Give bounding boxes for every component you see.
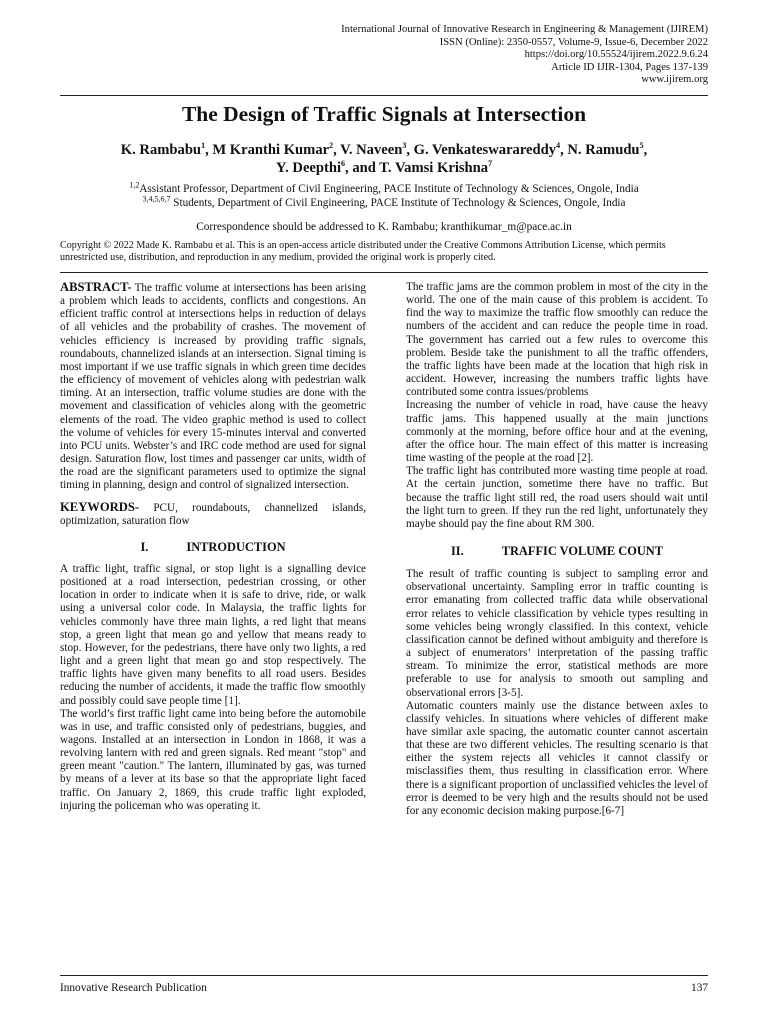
abstract-label: ABSTRACT- bbox=[60, 280, 132, 294]
author-name: G. Venkateswarareddy bbox=[413, 142, 557, 158]
affiliation-2 bbox=[60, 194, 708, 210]
affiliation-sup: 1,2 bbox=[129, 180, 140, 190]
author-name: K. Rambabu bbox=[120, 142, 202, 158]
author-name: M Kranthi Kumar bbox=[212, 142, 330, 158]
volume-paragraph-1: The result of traffic counting is subject to sampling error and observational uncertainty. Sampling error in traffic counting is error emanating from collected traffic data while observational error relates to vehicle classification by vehicle types resulting in some vehicles being wrongly classified. In this context, vehicle classification cannot be defined without ambiguity and therefore is a subject of enumerators’ interpretation of the passing traffic stream. To minimize the error, statistical methods are more preferable to use for analysis to smooth out sampling and observational errors [3-5]. bbox=[406, 568, 708, 699]
traffic-light-paragraph: The traffic light has contributed more wasting time people at road. At the certain junction, sometime there have no traffic. But because the traffic light still red, the road users should wait until the light turn to green. If they run the red light, unfortunately they maybe should pay the fine about RM 300. bbox=[406, 465, 708, 530]
author-joiner: , and bbox=[345, 160, 380, 176]
author-name: N. Ramudu bbox=[567, 142, 640, 158]
section-title: TRAFFIC VOLUME COUNT bbox=[501, 543, 664, 558]
section-heading-traffic-volume bbox=[406, 545, 708, 558]
section-heading-introduction bbox=[60, 541, 366, 554]
journal-name: International Journal of Innovative Research in Engineering & Management (IJIREM) bbox=[341, 24, 708, 35]
abstract bbox=[60, 281, 366, 493]
author-name: T. Vamsi Krishna bbox=[379, 160, 489, 176]
author-sup: 3 bbox=[402, 141, 407, 151]
author-sup: 1 bbox=[201, 141, 206, 151]
paper-title: The Design of Traffic Signals at Intersection bbox=[181, 102, 587, 126]
affiliation-text: Students, Department of Civil Engineering, PACE Institute of Technology & Sciences, Ongole, India bbox=[170, 197, 626, 209]
vehicle-increase-paragraph: Increasing the number of vehicle in road, have cause the heavy traffic jams. This happened usually at the main junctions commonly at the morning, before office hour and at the evening, after the office hour. The main effect of this matter is increasing time wasting of the people at the road [2]. bbox=[406, 399, 708, 465]
section-number: II. bbox=[450, 543, 464, 558]
section-title: INTRODUCTION bbox=[186, 539, 286, 554]
publisher-footer: Innovative Research Publication bbox=[60, 982, 207, 994]
correspondence: Correspondence should be addressed to K. Rambabu; kranthikumar_m@pace.ac.in bbox=[196, 221, 572, 233]
intro-paragraph-2: The world’s first traffic light came into being before the automobile was in use, and traffic consisted only of pedestrians, buggies, and wagons. Installed at an intersection in London in 1868, it was a revolving lantern with red and green signals. Red meant "stop" and green meant "caution." The lantern, illuminated by gas, was turned by means of a lever at its base so that the appropriate light faced traffic. On January 2, 1869, this crude traffic light exploded, injuring the policeman who was operating it. bbox=[60, 707, 366, 812]
left-column bbox=[60, 281, 366, 813]
author-sup: 7 bbox=[488, 159, 493, 169]
author-sup: 5 bbox=[639, 141, 644, 151]
copyright-notice: Copyright © 2022 Made K. Rambabu et al. This is an open-access article distributed under the Creative Commons Attribution License, which permits unrestricted use, distribution, and reproduction in any medium, provided the original work is properly cited. bbox=[60, 240, 666, 264]
doi-link[interactable]: https://doi.org/10.55524/ijirem.2022.9.6.24 bbox=[524, 49, 708, 61]
volume-paragraph-2: Automatic counters mainly use the distance between axles to classify vehicles. In situations where vehicles of different make have similar axle spacing, the automatic counter cannot ascertain that these are two different vehicles. The resulting scenario is that either the system rejects all vehicles it cannot classify or misclassifies them, thus resulting in classification error. Where there is a significant proportion of unclassified vehicles the level of error is deemed to be very high and the results should not be used for any economic decision making purpose.[6-7] bbox=[406, 699, 708, 817]
intro-paragraph-1: A traffic light, traffic signal, or stop light is a signalling device positioned at a road intersection, pedestrian crossing, or other location in order to indicate when it is safe to drive, ride, or walk using a universal color code. In Malaysia, the traffic lights for vehicles commonly have three main lights, a red light that means stop, a green light that mean go and yellow that means ready to stop. However, for the pedestrians, there have only two lights, a red light and a green light that mean go and stop respectively. The traffic lights have given many benefits to all road users. Besides reducing the number of accidents, it made the traffic flow smoothly and possibly could save people time [1]. bbox=[60, 562, 366, 707]
issn-line: ISSN (Online): 2350-0557, Volume-9, Issue-6, December 2022 bbox=[439, 36, 708, 48]
journal-header bbox=[228, 24, 708, 87]
keywords-text: PCU, roundabouts, channelized islands, optimization, saturation flow bbox=[60, 501, 366, 527]
keywords-label: KEYWORDS- bbox=[60, 499, 140, 514]
traffic-jam-paragraph: The traffic jams are the common problem in most of the city in the world. The one of the main cause of this problem is accident. To find the way to maximize the traffic flow smoothly can reduce the numbers of the accident and can reduce the people time in road. The government has carried out a few rules to overcome this problem. Beside take the punishment to all the traffic offenders, the traffic lights have been made at the location that high risk in accident. However, increasing the numbers traffic lights have contributed some contra issues/problems bbox=[406, 281, 708, 399]
affiliation-text: Assistant Professor, Department of Civil Engineering, PACE Institute of Technology & Sciences, Ongole, India bbox=[139, 183, 639, 195]
author-list bbox=[60, 141, 708, 177]
footer-rule bbox=[60, 975, 708, 976]
section-number: I. bbox=[140, 539, 149, 554]
author-sup: 6 bbox=[341, 159, 346, 169]
author-line-1: K. Rambabu$^1$, M Kranthi Kumar$^2$, V. Naveen$^3$, G. Venkateswarareddy$^4$, N. Ramudu$^5$, bbox=[120, 141, 648, 158]
copyright-rule bbox=[60, 272, 708, 273]
journal-website[interactable]: www.ijirem.org bbox=[641, 74, 708, 86]
abstract-text: The traffic volume at intersections has been arising a problem which leads to accidents, conflicts and congestions. An efficient traffic control at intersections helps in reduction of delays of all vehicles and the probability of crashes. The movement of vehicles efficiency is increased by providing traffic signals, roundabouts, channelized islands at an intersection. Signal timing is most important if we use traffic signals in which green time decides the efficiency of movement of vehicles along with pedestrian walk timing. At an intersection, traffic volume studies are done with the movement and classification of vehicles along with the geometric elements of the road. The video graphic method is used to collect the volume of vehicles for every 15-minutes interval and converted into PCU units. Webster’s and IRC code method are used for signal design. Saturation flow, lost times and passenger car units, width of the road are the significant parameters used to optimize the signal timing in planning, design and control of signalized intersection. bbox=[60, 282, 366, 492]
author-sup: 4 bbox=[556, 141, 561, 151]
author-sup: 2 bbox=[329, 141, 334, 151]
author-name: V. Naveen bbox=[340, 142, 403, 158]
author-name: Y. Deepthi bbox=[275, 160, 342, 176]
affiliation-sup: 3,4,5,6,7 bbox=[142, 194, 171, 204]
author-line-2 bbox=[60, 159, 708, 177]
article-id: Article ID IJIR-1304, Pages 137-139 bbox=[551, 61, 708, 73]
right-column bbox=[406, 281, 708, 818]
page-number: 137 bbox=[691, 982, 708, 994]
header-rule bbox=[60, 95, 708, 96]
keywords bbox=[60, 501, 366, 528]
